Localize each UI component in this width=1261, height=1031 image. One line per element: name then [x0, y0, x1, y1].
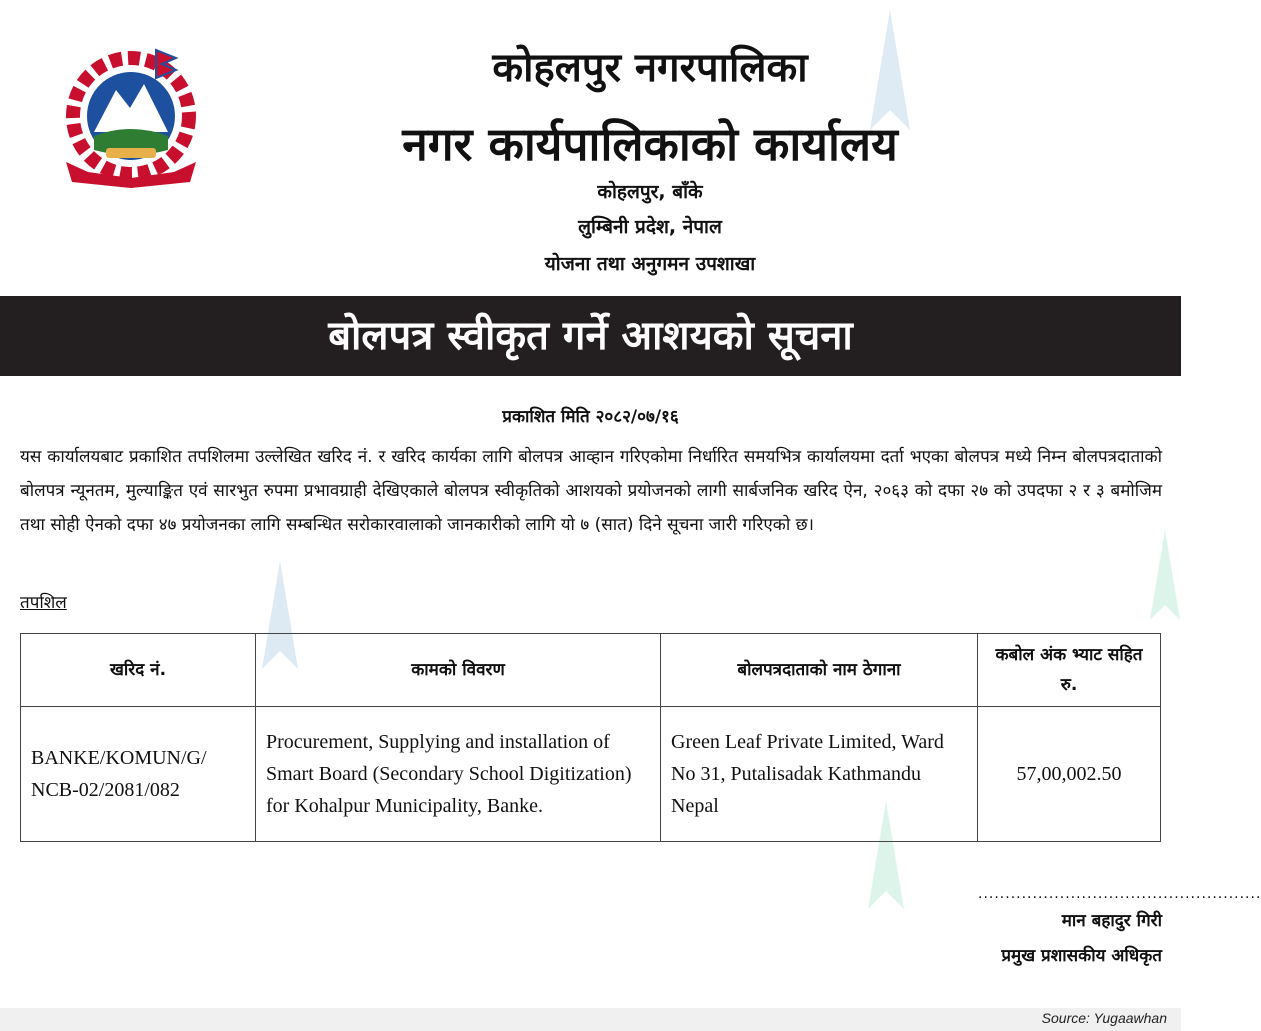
office-location: कोहलपुर, बाँके: [597, 181, 703, 203]
header-amount: कबोल अंक भ्याट सहित रु.: [978, 634, 1161, 707]
table-header-row: [21, 634, 1161, 707]
cell-procurement-no: BANKE/KOMUN/G/ NCB-02/2081/082: [21, 707, 256, 842]
nepal-national-emblem-icon: [58, 44, 204, 190]
office-section: योजना तथा अनुगमन उपशाखा: [544, 253, 756, 275]
notice-body: यस कार्यालयबाट प्रकाशित तपशिलमा उल्लेखित खरिद नं. र खरिद कार्यका लागि बोलपत्र आव्हान गरिएकोमा निर्धारित समयभित्र कार्यालयमा दर्ता भएका बोलपत्र मध्ये निम्न बोलपत्रदाताको बोलपत्र न्यूनतम, मुल्याङ्कित एवं सारभुत रुपमा प्रभावग्राही देखिएकाले बोलपत्र स्वीकृतिको आशयको प्रयोजनको लागी सार्बजनिक खरिद ऐन, २०६३ को दफा २७ को उपदफा २ र ३ बमोजिम तथा सोही ऐनको दफा ४७ प्रयोजनका लागि सम्बन्धित सरोकारवालाको जानकारीको लागि यो ७ (सात) दिने सूचना जारी गरिएको छ।: [20, 447, 1162, 535]
signatory-title: प्रमुख प्रशासकीय अधिकृत: [1001, 946, 1162, 966]
header-procurement-no: खरिद नं.: [21, 634, 256, 707]
header-bidder: बोलपत्रदाताको नाम ठेगाना: [661, 634, 978, 707]
signature-line: ....................................................: [978, 886, 1261, 902]
schedule-label: तपशिल: [20, 593, 67, 613]
table-row: [21, 707, 1161, 842]
office-name: नगर कार्यपालिकाको कार्यालय: [402, 117, 898, 171]
office-province: लुम्बिनी प्रदेश, नेपाल: [578, 216, 722, 238]
source-bar: [0, 1008, 1181, 1031]
cell-bidder: Green Leaf Private Limited, Ward No 31, Putalisadak Kathmandu Nepal: [661, 707, 978, 842]
cell-amount: 57,00,002.50: [978, 707, 1161, 842]
header-description: कामको विवरण: [256, 634, 661, 707]
bid-table: [20, 633, 1161, 842]
source-credit: Source: Yugaawhan: [1041, 1010, 1167, 1026]
cell-description: Procurement, Supplying and installation of Smart Board (Secondary School Digitization) for Kohalpur Municipality, Banke.: [256, 707, 661, 842]
municipality-name: कोहलपुर नगरपालिका: [492, 45, 808, 91]
notice-title-banner: बोलपत्र स्वीकृत गर्ने आशयको सूचना: [0, 296, 1181, 376]
published-date: प्रकाशित मिति २०८२/०७/१६: [502, 407, 679, 427]
signatory-name: मान बहादुर गिरी: [1061, 911, 1162, 931]
